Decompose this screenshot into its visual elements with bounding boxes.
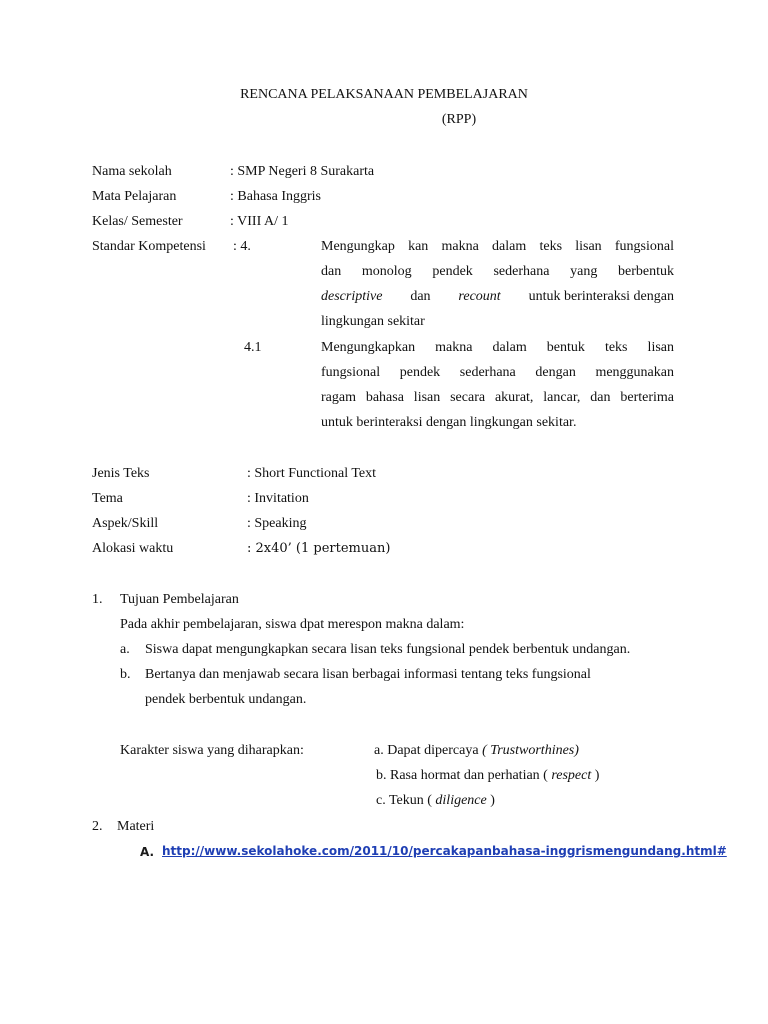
standard-competence-label: Standar Kompetensi <box>92 239 206 254</box>
trait-italic: respect <box>551 768 592 783</box>
theme-value: : Invitation <box>247 491 309 506</box>
basic-competence-line: untuk berinteraksi dengan lingkungan sekitar. <box>321 415 577 430</box>
basic-competence-line: Mengungkapkan makna dalam bentuk teks lisan <box>321 340 674 355</box>
skill-value: : Speaking <box>247 516 307 531</box>
section-number: 2. <box>92 819 103 834</box>
objective-item: Siswa dapat mengungkapkan secara lisan teks fungsional pendek berbentuk undangan. <box>145 642 631 657</box>
text-type-value: : Short Functional Text <box>247 466 377 481</box>
time-allocation-label: Alokasi waktu <box>92 541 174 556</box>
subject-label: Mata Pelajaran <box>92 189 177 204</box>
page-subtitle: (RPP) <box>441 112 477 127</box>
class-label: Kelas/ Semester <box>92 214 183 229</box>
standard-competence-line: Mengungkap kan makna dalam teks lisan fungsional <box>321 239 674 254</box>
standard-competence-number: : 4. <box>233 239 251 254</box>
standard-competence-line <box>321 288 674 306</box>
time-allocation-value: : 2x40’ (1 pertemuan) <box>247 541 391 556</box>
section-heading: Tujuan Pembelajaran <box>120 592 239 607</box>
standard-competence-line: dan monolog pendek sederhana yang berbentuk <box>321 264 674 279</box>
trait-text: a. Dapat dipercaya <box>374 743 479 758</box>
skill-label: Aspek/Skill <box>92 516 159 531</box>
class-value: : VIII A/ 1 <box>230 214 289 229</box>
list-marker: a. <box>120 642 130 657</box>
trait-italic: diligence <box>435 793 487 808</box>
trait-text: c. Tekun ( <box>376 793 432 808</box>
objective-intro: Pada akhir pembelajaran, siswa dpat merespon makna dalam: <box>120 617 465 632</box>
italic-term: descriptive <box>321 289 383 304</box>
basic-competence-line: fungsional pendek sederhana dengan menggunakan <box>321 365 674 380</box>
section-heading: Materi <box>117 819 155 834</box>
line-tail: untuk berinteraksi dengan <box>528 289 674 304</box>
subject-value: : Bahasa Inggris <box>230 189 321 204</box>
standard-competence-line: lingkungan sekitar <box>321 314 425 329</box>
connector-word: dan <box>410 289 431 304</box>
trait-tail: ) <box>594 768 600 783</box>
list-marker: A. <box>140 845 155 859</box>
objective-item-continuation: pendek berbentuk undangan. <box>145 692 307 707</box>
character-label: Karakter siswa yang diharapkan: <box>120 743 304 758</box>
school-label: Nama sekolah <box>92 164 172 179</box>
trait-italic: ( Trustworthines) <box>482 743 579 758</box>
trait-tail: ) <box>490 793 495 808</box>
trait-item <box>374 742 579 760</box>
trait-text: b. Rasa hormat dan perhatian ( <box>376 768 548 783</box>
trait-item <box>376 792 495 810</box>
basic-competence-line: ragam bahasa lisan secara akurat, lancar, dan berterima <box>321 390 674 405</box>
theme-label: Tema <box>92 491 123 506</box>
list-marker: b. <box>120 667 131 682</box>
text-type-label: Jenis Teks <box>92 466 150 481</box>
material-link[interactable]: http://www.sekolahoke.com/2011/10/percakapanbahasa-inggrismengundang.html# <box>162 844 727 858</box>
page-title: RENCANA PELAKSANAAN PEMBELAJARAN <box>240 87 528 102</box>
objective-item: Bertanya dan menjawab secara lisan berbagai informasi tentang teks fungsional <box>145 667 591 682</box>
basic-competence-number: 4.1 <box>244 340 262 355</box>
trait-item <box>376 767 599 785</box>
section-number: 1. <box>92 592 103 607</box>
italic-term: recount <box>458 289 501 304</box>
school-value: : SMP Negeri 8 Surakarta <box>230 164 375 179</box>
